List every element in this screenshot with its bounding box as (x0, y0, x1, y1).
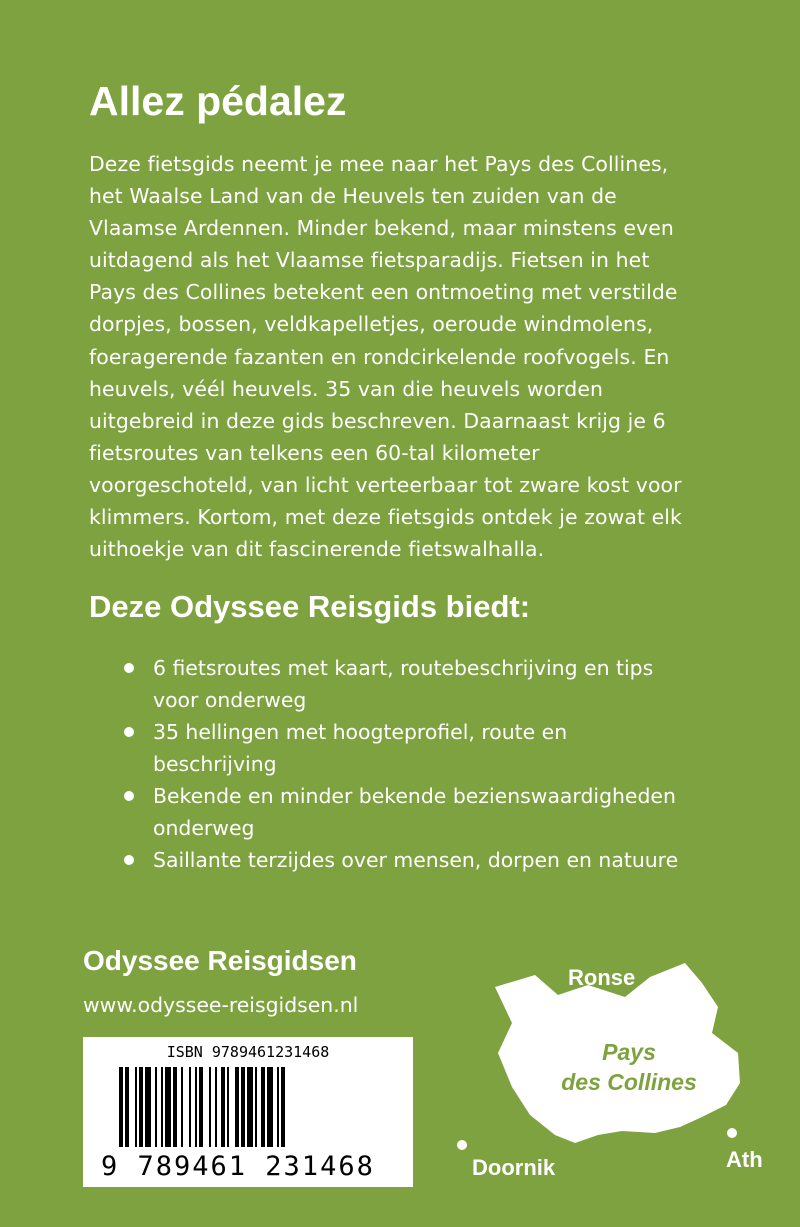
bullet-icon (124, 663, 134, 673)
list-item-text: onderweg (153, 816, 255, 840)
region-label-line1: Pays (602, 1039, 656, 1065)
barcode-bar (135, 1067, 137, 1147)
barcode-bar (221, 1067, 225, 1147)
barcode-bar (235, 1067, 239, 1147)
barcode-bar (199, 1067, 203, 1147)
barcode-bar (227, 1067, 229, 1147)
intro-line: heuvels, véél heuvels. 35 van die heuvels worden (89, 376, 604, 401)
intro-line: Pays des Collines betekent een ontmoeting met verstilde (89, 280, 678, 305)
intro-line: klimmers. Kortom, met deze fietsgids ontdek je zowat elk (89, 505, 682, 530)
barcode-bar (173, 1067, 177, 1147)
page-title: Allez pédalez (89, 78, 347, 124)
region-label-line2: des Collines (561, 1069, 697, 1095)
list-item (120, 716, 770, 780)
list-item (120, 652, 770, 716)
bullet-icon (124, 727, 134, 737)
city-label-doornik: Doornik (472, 1155, 556, 1180)
barcode-bar (255, 1067, 257, 1147)
list-item-text: beschrijving (153, 752, 277, 776)
barcode-bar (161, 1067, 163, 1147)
intro-line: uithoekje van dit fascinerende fietswalhalla. (89, 537, 545, 562)
list-item (120, 844, 770, 876)
barcode-bar (155, 1067, 157, 1147)
barcode-bar (139, 1067, 143, 1147)
barcode-bar (189, 1067, 191, 1147)
barcode-bar (215, 1067, 217, 1147)
city-dot-ronse (598, 1002, 608, 1012)
publisher-name: Odyssee Reisgidsen (83, 945, 357, 976)
intro-line: het Waalse Land van de Heuvels ten zuiden van de (89, 184, 617, 209)
barcode-bar (181, 1067, 183, 1147)
features-heading: Deze Odyssee Reisgids biedt: (89, 589, 531, 624)
barcode-digits: 9 789461 231468 (101, 1151, 375, 1182)
list-item-text: Saillante terzijdes over mensen, dorpen en natuure (153, 848, 679, 872)
isbn-label: ISBN 9789461231468 (166, 1043, 330, 1061)
bullet-icon (124, 791, 134, 801)
bullet-icon (124, 855, 134, 865)
barcode-bar (247, 1067, 253, 1147)
intro-line: dorpjes, bossen, veldkapelletjes, oeroude windmolens, (89, 312, 654, 337)
barcode-bar (209, 1067, 211, 1147)
list-item-text: 6 fietsroutes met kaart, routebeschrijving en tips (153, 656, 654, 680)
isbn-barcode (83, 1037, 413, 1187)
list-item-text: Bekende en minder bekende bezienswaardigheden (153, 784, 676, 808)
intro-line: uitdagend als het Vlaamse fietsparadijs. Fietsen in het (89, 248, 650, 273)
barcode-bar (195, 1067, 197, 1147)
barcode-bar (125, 1067, 129, 1147)
barcode-bar (277, 1067, 279, 1147)
list-item-text: 35 hellingen met hoogteprofiel, route en (153, 720, 568, 744)
region-map (440, 955, 770, 1195)
barcode-bar (267, 1067, 273, 1147)
intro-paragraph (89, 148, 789, 565)
intro-line: foeragerende fazanten en rondcirkelende roofvogels. En (89, 344, 670, 369)
intro-line: Deze fietsgids neemt je mee naar het Pays des Collines, (89, 152, 669, 176)
barcode-bar (145, 1067, 151, 1147)
features-list (120, 652, 770, 876)
barcode-bar (165, 1067, 171, 1147)
city-label-ronse: Ronse (568, 965, 636, 990)
list-item-text: voor onderweg (153, 688, 307, 712)
intro-line: uitgebreid in deze gids beschreven. Daarnaast krijg je 6 (89, 408, 666, 433)
city-dot-ath (727, 1128, 737, 1138)
barcode-bar (281, 1067, 285, 1147)
city-dot-doornik (457, 1140, 467, 1150)
barcode-bar (261, 1067, 265, 1147)
barcode-bar (119, 1067, 123, 1147)
barcode-bar (241, 1067, 245, 1147)
list-item (120, 780, 770, 844)
intro-line: fietsroutes van telkens een 60-tal kilometer (89, 440, 540, 465)
website-link[interactable]: www.odyssee-reisgidsen.nl (83, 993, 359, 1017)
intro-line: voorgeschoteld, van licht verteerbaar tot zware kost voor (89, 472, 682, 497)
city-label-ath: Ath (726, 1147, 763, 1172)
intro-line: Vlaamse Ardennen. Minder bekend, maar minstens even (89, 216, 674, 241)
